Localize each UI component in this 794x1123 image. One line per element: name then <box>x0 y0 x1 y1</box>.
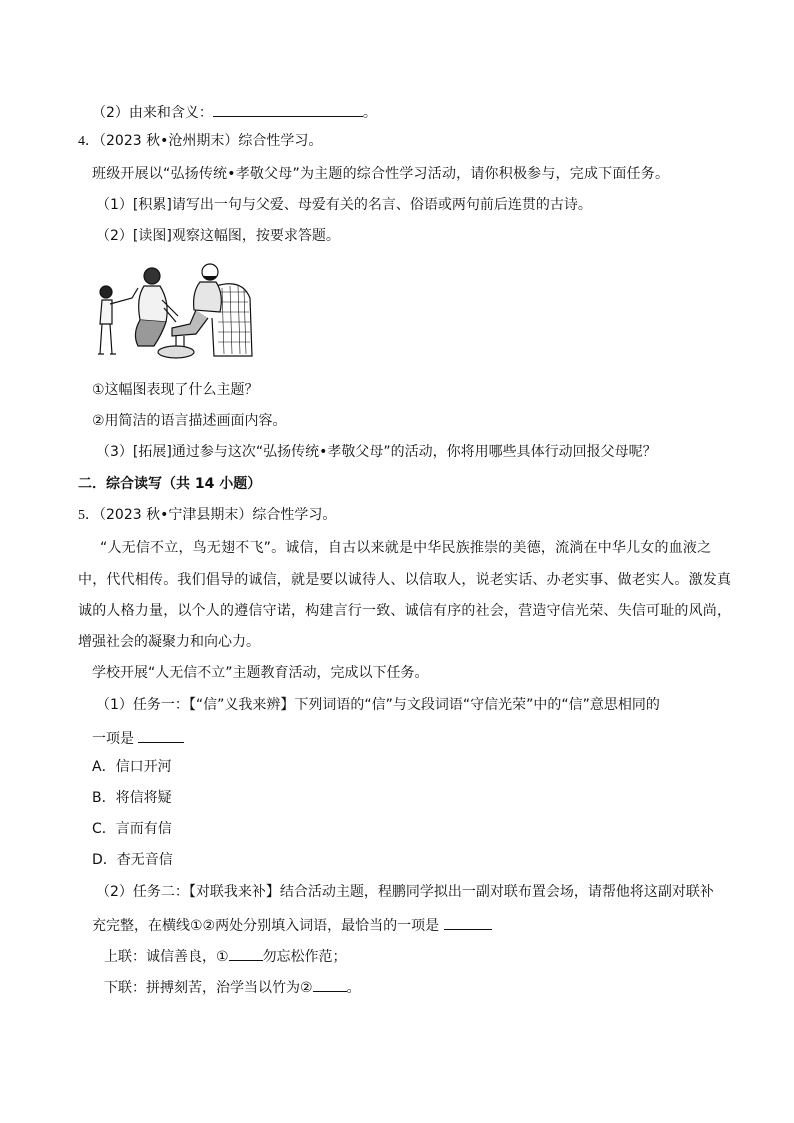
q3-part2-suffix: 。 <box>362 105 377 121</box>
answer-blank[interactable] <box>444 915 492 930</box>
q5-task1-line1: （1）任务一：【“信”义我来辨】下列词语的“信”与文段词语“守信光荣”中的“信”意思相同的 <box>96 697 660 713</box>
couplet-lower <box>104 977 361 997</box>
couplet-upper-start: 上联：诚信善良，① <box>104 949 229 965</box>
couplet-upper-end: 勿忘松作范； <box>262 949 347 965</box>
q4-source: （2023 秋•沧州期末）综合性学习。 <box>99 133 323 149</box>
q5-para-line: 诚的人格力量，以个人的遵信守诺，构建言行一致、诚信有序的社会，营造守信光荣、失信可耻的风尚， <box>78 603 732 619</box>
q4-sub1: ①这幅图表现了什么主题？ <box>92 382 259 398</box>
q5-task1-line2 <box>92 728 184 748</box>
q5-para-line: “人无信不立，鸟无翅不飞”。诚信，自古以来就是中华民族推崇的美德，流淌在中华儿女的血液之 <box>100 540 712 556</box>
q4-header <box>78 133 322 151</box>
section-heading: 二．综合读写（共 14 小题） <box>78 476 262 492</box>
q4-number: 4． <box>78 134 99 149</box>
q5-para-line: 中，代代相传。我们倡导的诚信，就是要以诚待人、以信取人，说老实话、办老实事、做老实人。激发真 <box>78 572 732 588</box>
couplet-lower-end: 。 <box>346 980 361 996</box>
couplet-upper <box>104 946 347 966</box>
q5-task2-line2 <box>92 915 492 935</box>
q5-activity: 学校开展“人无信不立”主题教育活动，完成以下任务。 <box>92 665 429 681</box>
q4-intro: 班级开展以“弘扬传统•孝敬父母”为主题的综合性学习活动，请你积极参与，完成下面任务。 <box>92 166 670 182</box>
option-item[interactable]: C．言而有信 <box>92 821 172 837</box>
q5-task1-prompt: 一项是 <box>92 731 134 747</box>
option-item[interactable]: B．将信将疑 <box>92 790 172 806</box>
q3-part2-prefix: （2）由来和含义： <box>92 105 213 121</box>
answer-blank[interactable] <box>213 102 363 117</box>
answer-blank[interactable] <box>313 977 347 992</box>
q5-task2-prompt: 充完整，在横线①②两处分别填入词语，最恰当的一项是 <box>92 918 440 934</box>
q4-task2: （2）[读图]观察这幅图，按要求答题。 <box>96 228 340 244</box>
q4-sub2: ②用简洁的语言描述画面内容。 <box>92 413 287 429</box>
answer-blank[interactable] <box>138 728 184 743</box>
q4-task1: （1）[积累]请写出一句与父爱、母爱有关的名言、俗语或两句前后连贯的古诗。 <box>96 197 592 213</box>
q5-source: （2023 秋•宁津县期末）综合性学习。 <box>99 507 337 523</box>
option-item[interactable]: D．杳无音信 <box>92 852 173 868</box>
couplet-lower-start: 下联：拼搏刻苦，治学当以竹为② <box>104 980 313 996</box>
q4-task3: （3）[拓展]通过参与这次“弘扬传统•孝敬父母”的活动，你将用哪些具体行动回报父母呢？ <box>96 444 657 460</box>
q5-number: 5． <box>78 508 99 523</box>
q5-para-line: 增强社会的凝聚力和向心力。 <box>78 634 260 650</box>
q3-part2-line <box>92 102 377 122</box>
q5-header <box>78 507 336 525</box>
family-illustration <box>92 258 256 364</box>
answer-blank[interactable] <box>229 946 263 961</box>
q5-task2-line1: （2）任务二：【对联我来补】结合活动主题，程鹏同学拟出一副对联布置会场，请帮他将这副对联补 <box>96 884 714 900</box>
option-item[interactable]: A．信口开河 <box>92 759 172 775</box>
